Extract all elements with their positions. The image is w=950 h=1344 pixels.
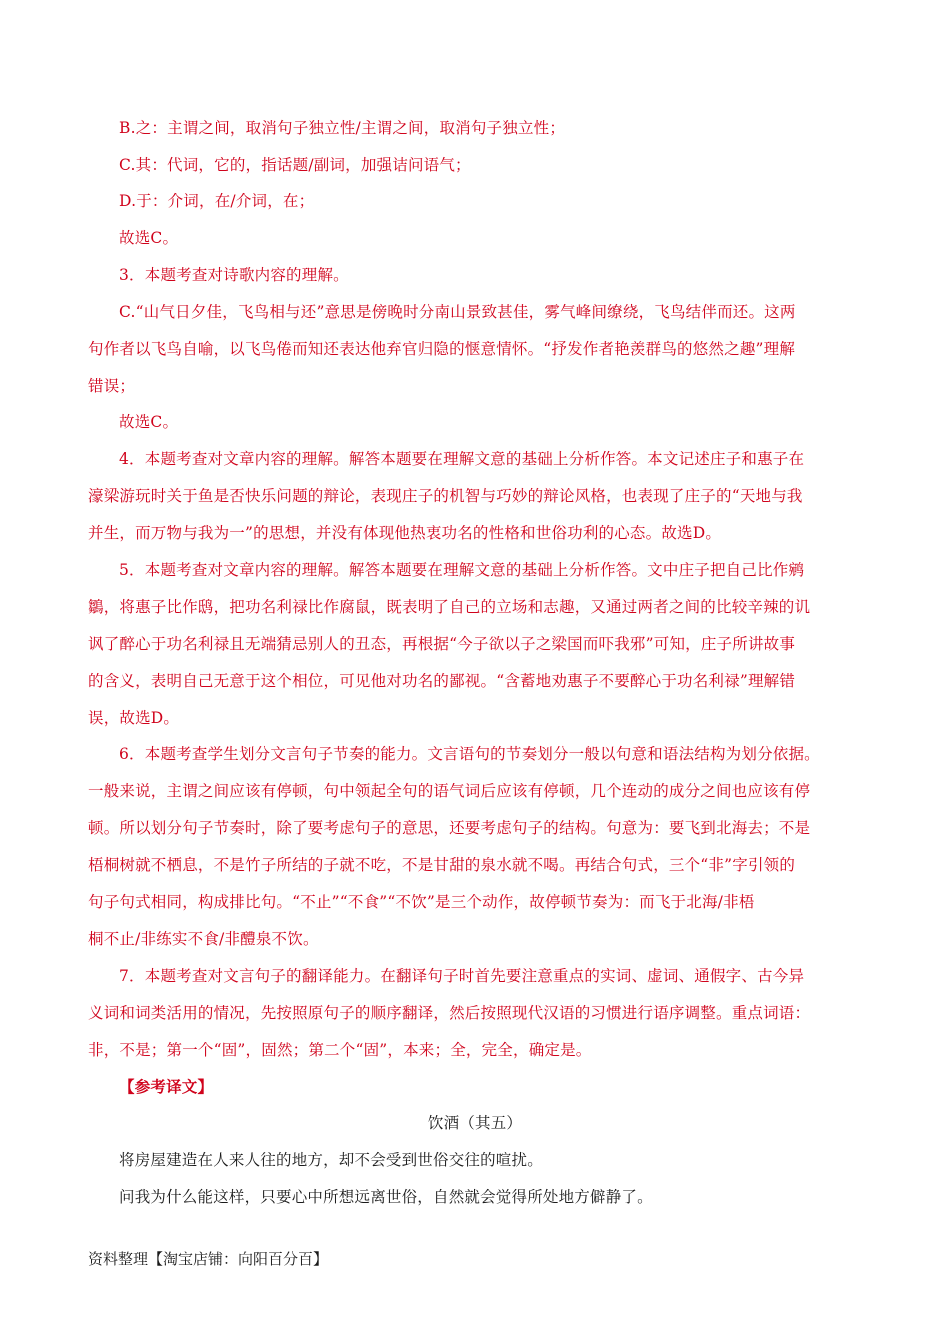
q6-line-5: 句子句式相同，构成排比句。“不止”“不食”“不饮”是三个动作，故停顿节奏为：而飞于北海/非梧 [88, 893, 755, 911]
q6-line-1: 6．本题考查学生划分文言句子节奏的能力。文言语句的节奏划分一般以句意和语法结构为划分依据。 [119, 745, 820, 763]
q5-line-1: 5．本题考查对文章内容的理解。解答本题要在理解文意的基础上分析作答。文中庄子把自己比作鹓 [119, 561, 805, 579]
q4-line-1: 4．本题考查对文章内容的理解。解答本题要在理解文意的基础上分析作答。本文记述庄子和惠子在 [119, 450, 805, 468]
q6-line-3: 顿。所以划分句子节奏时，除了要考虑句子的意思，还要考虑句子的结构。句意为：要飞到北海去；不是 [88, 819, 811, 837]
q5-line-3: 讽了醉心于功名利禄且无端猜忌别人的丑态，再根据“今子欲以子之梁国而吓我邪”可知，庄子所讲故事 [88, 635, 796, 653]
q3-line-1: C.“山气日夕佳，飞鸟相与还”意思是傍晚时分南山景致甚佳，雾气峰间缭绕，飞鸟结伴而还。这两 [119, 303, 796, 321]
q4-line-2: 濠梁游玩时关于鱼是否快乐问题的辩论，表现庄子的机智与巧妙的辩论风格，也表现了庄子的“天地与我 [88, 487, 803, 505]
q3-line-2: 句作者以飞鸟自喻，以飞鸟倦而知还表达他弃官归隐的惬意情怀。“抒发作者艳羡群鸟的悠然之趣”理解 [88, 340, 796, 358]
page-footer: 资料整理【淘宝店铺：向阳百分百】 [88, 1250, 329, 1268]
answer-choice-q2: 故选C。 [119, 229, 179, 247]
q6-line-6: 桐不止/非练实不食/非醴泉不饮。 [88, 930, 319, 948]
q7-line-3: 非，不是；第一个“固”，固然；第二个“固”，本来；全，完全，确定是。 [88, 1041, 592, 1059]
q7-line-2: 义词和词类活用的情况，先按照原句子的顺序翻译，然后按照现代汉语的习惯进行语序调整。重点词语： [88, 1004, 811, 1022]
q7-line-1: 7．本题考查对文言句子的翻译能力。在翻译句子时首先要注意重点的实词、虚词、通假字、古今异 [119, 967, 805, 985]
answer-line-d-option: D.于：介词，在/介词，在； [119, 192, 315, 210]
answer-line-b-option: B.之：主谓之间，取消句子独立性/主谓之间，取消句子独立性； [119, 119, 566, 137]
q5-line-2: 鶵，将惠子比作鸱，把功名利禄比作腐鼠，既表明了自己的立场和志趣，又通过两者之间的比较辛辣的讥 [88, 598, 811, 616]
translation-line-2: 问我为什么能这样，只要心中所想远离世俗，自然就会觉得所处地方僻静了。 [119, 1188, 653, 1206]
reference-translation-heading: 【参考译文】 [119, 1077, 214, 1096]
q3-intro: 3．本题考查对诗歌内容的理解。 [119, 266, 349, 284]
q6-line-2: 一般来说，主谓之间应该有停顿，句中领起全句的语气词后应该有停顿，几个连动的成分之间也应该有停 [88, 782, 811, 800]
q6-line-4: 梧桐树就不栖息，不是竹子所结的子就不吃，不是甘甜的泉水就不喝。再结合句式，三个“非”字引领的 [88, 856, 796, 874]
q4-line-3: 并生，而万物与我为一”的思想，并没有体现他热衷功名的性格和世俗功利的心态。故选D。 [88, 524, 722, 542]
q5-line-5: 误，故选D。 [88, 709, 180, 727]
answer-choice-q3: 故选C。 [119, 413, 179, 431]
translation-line-1: 将房屋建造在人来人往的地方，却不会受到世俗交往的喧扰。 [119, 1151, 543, 1169]
q5-line-4: 的含义，表明自己无意于这个相位，可见他对功名的鄙视。“含蓄地劝惠子不要醉心于功名利禄”理解错 [88, 672, 796, 690]
answer-line-c-option: C.其：代词，它的，指话题/副词，加强诘问语气； [119, 156, 471, 174]
q3-line-3: 错误； [88, 377, 136, 395]
poem-title: 饮酒（其五） [427, 1114, 523, 1132]
